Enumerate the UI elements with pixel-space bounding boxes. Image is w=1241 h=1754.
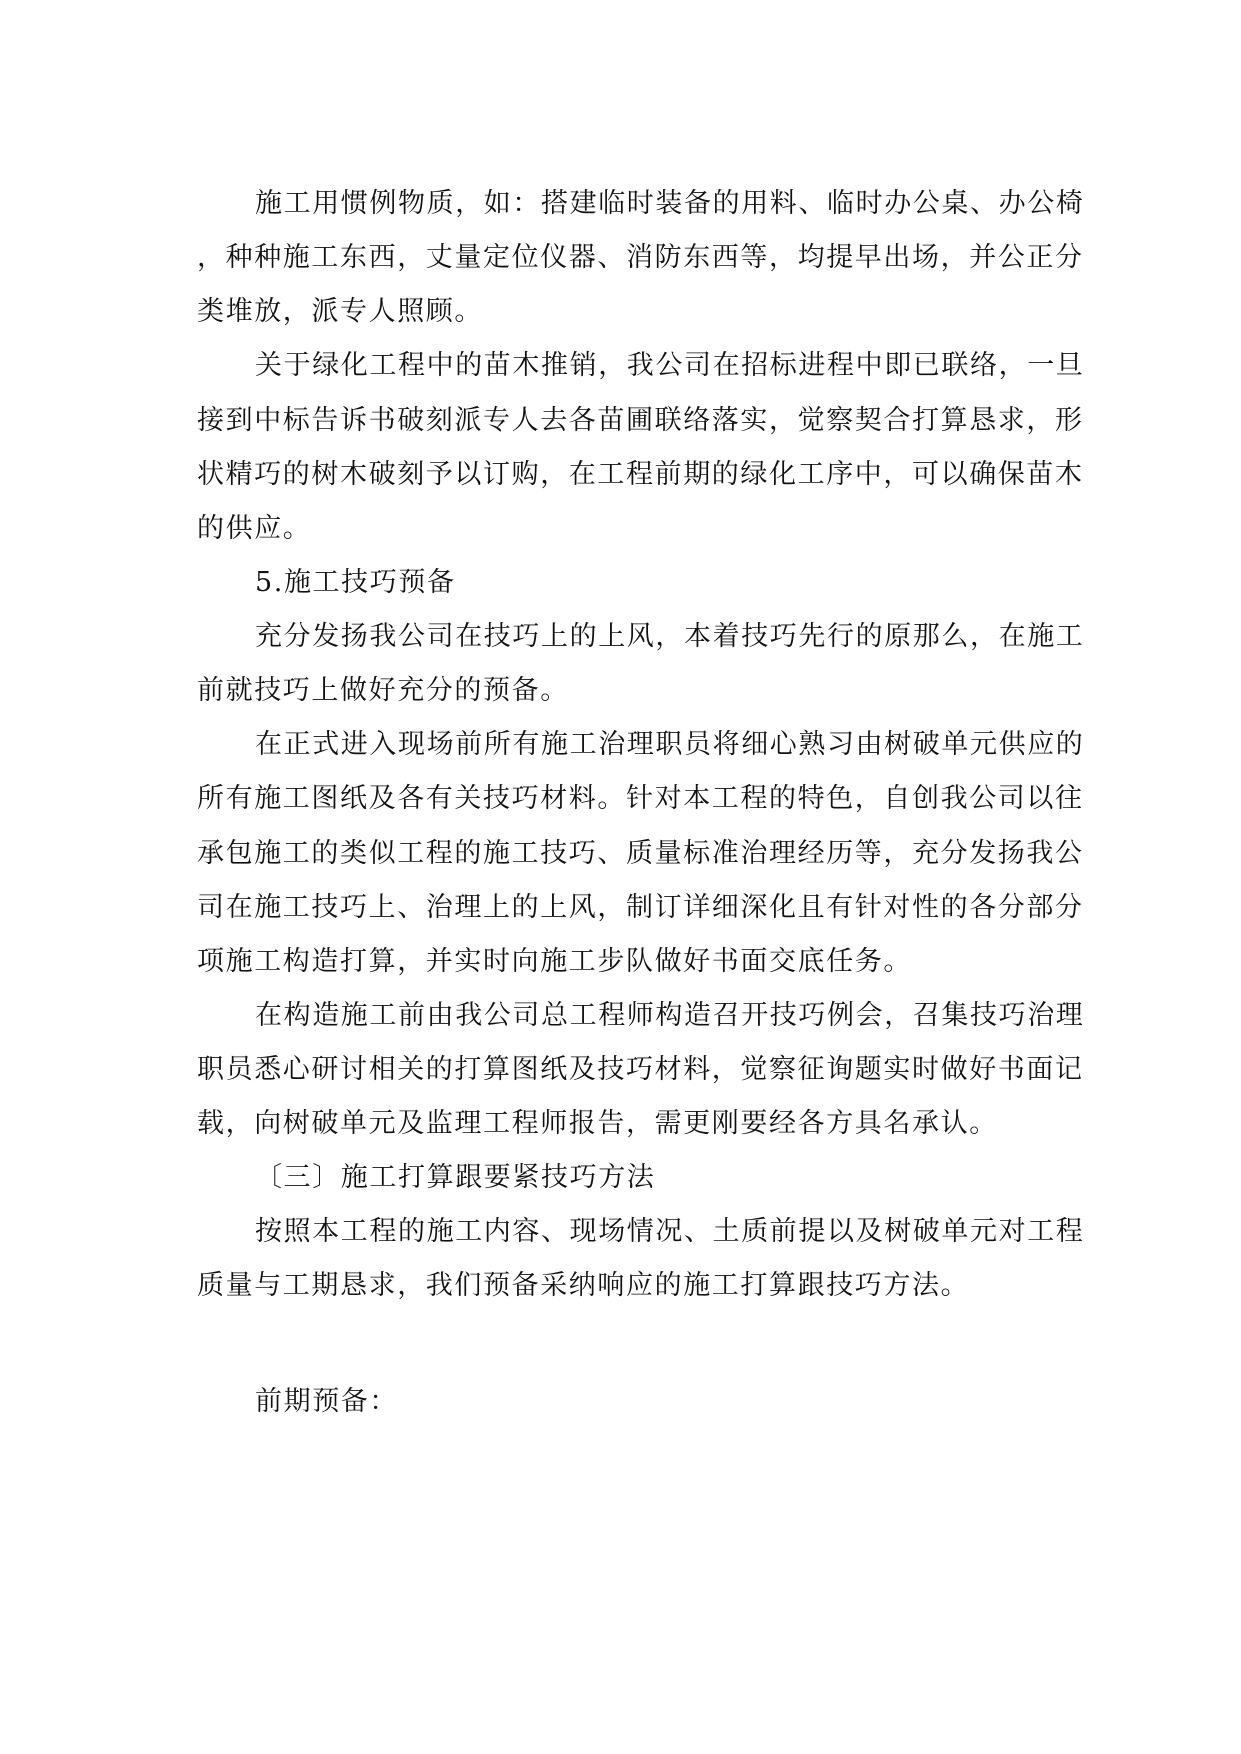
paragraph-line: 充分发扬我公司在技巧上的上风，本着技巧先行的原那么，在施工 (255, 621, 1085, 652)
paragraph-line: 司在施工技巧上、治理上的上风，制订详细深化且有针对性的各分部分 (197, 892, 1084, 923)
paragraph-line: 状精巧的树木破刻予以订购，在工程前期的绿化工序中，可以确保苗木 (197, 459, 1084, 490)
paragraph-line: 质量与工期恳求，我们预备采纳响应的施工打算跟技巧方法。 (197, 1270, 970, 1301)
paragraph-line: 在构造施工前由我公司总工程师构造召开技巧例会，召集技巧治理 (255, 1000, 1085, 1031)
paragraph-line: 承包施工的类似工程的施工技巧、质量标准治理经历等，充分发扬我公 (197, 838, 1084, 869)
paragraph-line: 项施工构造打算，并实时向施工步队做好书面交底任务。 (197, 946, 912, 977)
subheading: 前期预备： (255, 1386, 398, 1417)
paragraph-line: 前就技巧上做好充分的预备。 (197, 675, 569, 706)
paragraph-line: 所有施工图纸及各有关技巧材料。针对本工程的特色，自创我公司以往 (197, 783, 1084, 814)
section-heading: 〔三〕施工打算跟要紧技巧方法 (255, 1162, 656, 1193)
paragraph-line: 按照本工程的施工内容、现场情况、土质前提以及树破单元对工程 (255, 1216, 1085, 1247)
paragraph-line: 接到中标告诉书破刻派专人去各苗圃联络落实，觉察契合打算恳求，形 (197, 405, 1084, 436)
section-heading: 5.施工技巧预备 (255, 567, 456, 598)
paragraph-line: 职员悉心研讨相关的打算图纸及技巧材料，觉察征询题实时做好书面记 (197, 1054, 1084, 1085)
paragraph-line: 载，向树破单元及监理工程师报告，需更刚要经各方具名承认。 (197, 1108, 998, 1139)
paragraph-line: 施工用惯例物质，如：搭建临时装备的用料、临时办公桌、办公椅 (255, 188, 1085, 219)
paragraph-line: 关于绿化工程中的苗木推销，我公司在招标进程中即已联络，一旦 (255, 350, 1085, 381)
paragraph-line: ，种种施工东西，丈量定位仪器、消防东西等，均提早出场，并公正分 (197, 242, 1084, 273)
paragraph-line: 的供应。 (197, 513, 312, 544)
paragraph-line: 类堆放，派专人照顾。 (197, 296, 483, 327)
paragraph-line: 在正式进入现场前所有施工治理职员将细心熟习由树破单元供应的 (255, 729, 1085, 760)
